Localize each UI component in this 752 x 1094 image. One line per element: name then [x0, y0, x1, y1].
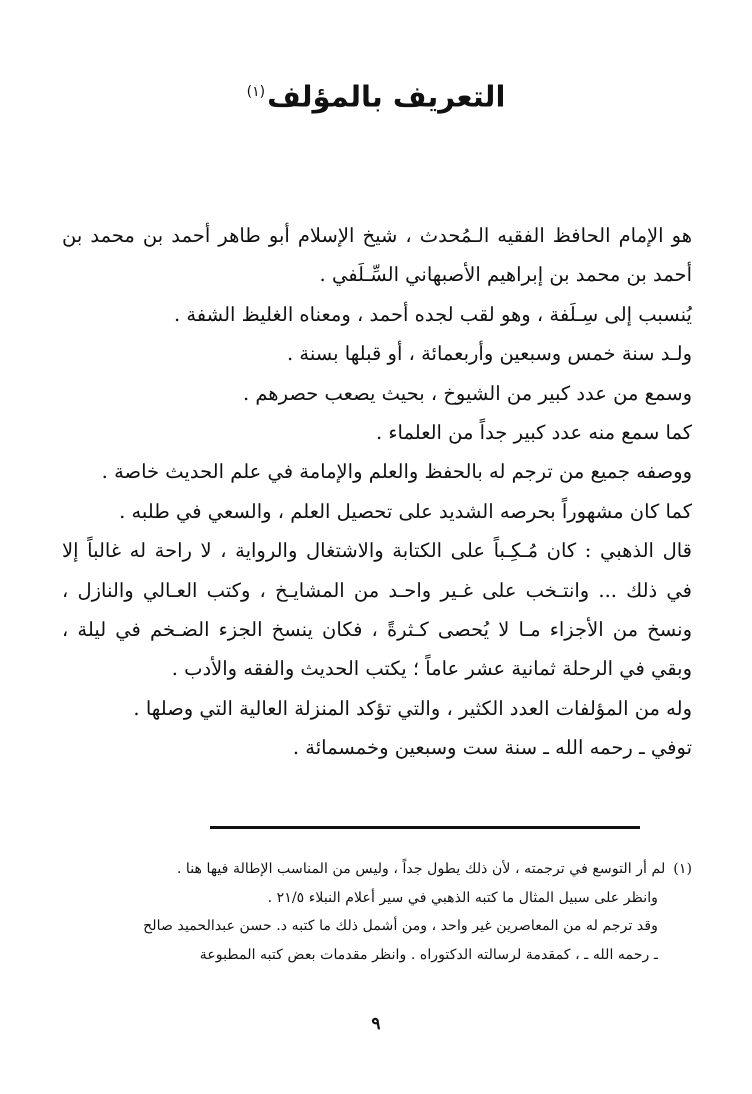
page-title [0, 72, 752, 117]
paragraph-line: يُنسبب إلى سِـلَفة ، وهو لقب لجده أحمد ، ومعناه الغليظ الشفة . [173, 302, 692, 326]
footnote-divider [210, 826, 640, 829]
footnote-text: لم أر التوسع في ترجمته ، لأن ذلك يطول جداً ، وليس من المناسب الإطالة فيها هنا . [176, 861, 666, 877]
paragraph-line: وله من المؤلفات العدد الكثير ، والتي تؤكد المنزلة العالية التي وصلها . [133, 696, 692, 720]
footnote-line: وقد ترجم له من المعاصرين غير واحد ، ومن أشمل ذلك ما كتبه د. حسن عبدالحميد صالح [143, 918, 658, 934]
footnote-line: ـ رحمه الله ـ ، كمقدمة لرسالته الدكتوراه . وانظر مقدمات بعض كتبه المطبوعة [199, 946, 658, 963]
paragraph-line: وبقي في الرحلة ثمانية عشر عاماً ؛ يكتب الحديث والفقه والأدب . [171, 657, 692, 681]
paragraph-line: هو الإمام الحافظ الفقيه الـمُحدث ، شيخ الإسلام أبو طاهر أحمد بن محمد بن [62, 224, 692, 247]
paragraph-line: ووصفه جميع من ترجم له بالحفظ والعلم والإمامة في علم الحديث خاصة . [101, 460, 692, 484]
title-footnote-ref[interactable]: (١) [246, 84, 266, 100]
footnote-marker: (١) [673, 861, 692, 877]
paragraph-line: ونسخ من الأجزاء مـا لا يُحصى كـثرةً ، فكان ينسخ الجزء الضـخم في ليلة ، [62, 618, 692, 642]
paragraph-line: وسمع من عدد كبير من الشيوخ ، بحيث يصعب حصرهم . [242, 381, 692, 405]
paragraph-line: أحمد بن محمد بن إبراهيم الأصبهاني السِّـلَفي . [319, 263, 692, 287]
footnote-line: وانظر على سبيل المثال ما كتبه الذهبي في سير أعلام النبلاء ٢١/٥ . [267, 889, 658, 906]
paragraph-line: كما سمع منه عدد كبير جداً من العلماء . [375, 421, 692, 445]
paragraph-line: ولـد سنة خمس وسبعين وأربعمائة ، أو قبلها بسنة . [287, 342, 692, 366]
paragraph-line: في ذلك ... وانتـخب على غـير واحـد من المشايـخ ، وكتب العـالي والنازل ، [62, 578, 692, 602]
paragraph-line: قال الذهبي : كان مُـكِـباً على الكتابة والاشتغال والرواية ، لا راحة له غالباً إلا [62, 539, 692, 563]
paragraph-line: كما كان مشهوراً بحرصه الشديد على تحصيل العلم ، والسعي في طلبه . [119, 499, 692, 523]
page-number: ٩ [371, 1014, 381, 1034]
paragraph-line: توفي ـ رحمه الله ـ سنة ست وسبعين وخمسمائة . [292, 736, 692, 760]
footnotes [52, 855, 692, 969]
title-text: التعريف بالمؤلف [267, 79, 506, 114]
footnote-line [52, 855, 692, 884]
body-text [62, 216, 692, 768]
